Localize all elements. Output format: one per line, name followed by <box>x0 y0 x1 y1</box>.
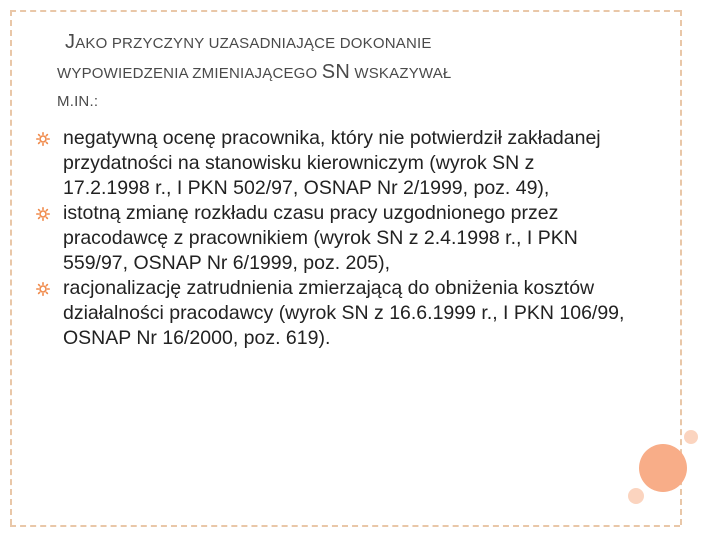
list-item <box>36 126 626 201</box>
sun-icon <box>36 132 50 146</box>
frame-border-left <box>10 10 12 525</box>
list-item-text: negatywną ocenę pracownika, który nie potwierdził zakładanej przydatności na stanowisku kierowniczym (wyrok SN z 17.2.1998 r., I PKN 502/97, OSNAP Nr 2/1999, poz. 49), <box>63 127 601 199</box>
frame-border-bottom <box>10 525 680 527</box>
title-line-2-text-b: WSKAZYWAŁ <box>354 65 452 82</box>
decorative-circle-small <box>684 430 698 444</box>
list-item <box>36 276 626 351</box>
list-item-text: istotną zmianę rozkładu czasu pracy uzgodnionego przez pracodawcę z pracownikiem (wyrok SN z 2.4.1998 r., I PKN 559/97, OSNAP Nr 6/1999, poz. 205), <box>63 202 578 274</box>
sun-icon <box>36 282 50 296</box>
decorative-circle-small <box>628 488 644 504</box>
sun-icon <box>36 207 50 221</box>
title-line-3: M.IN.: <box>57 93 99 110</box>
title-sn: SN <box>321 61 350 83</box>
title-line-2 <box>57 58 617 88</box>
list-item <box>36 201 626 276</box>
bullet-list <box>36 126 626 351</box>
title-line-1-text: AKO PRZYCZYNY UZASADNIAJĄCE DOKONANIE <box>75 35 432 52</box>
title-line-2-text-a: WYPOWIEDZENIA ZMIENIAJĄCEGO <box>57 65 318 82</box>
frame-border-right <box>680 10 682 525</box>
decorative-circle-large <box>639 444 687 492</box>
list-item-text: racjonalizację zatrudnienia zmierzającą do obniżenia kosztów działalności pracodawcy (wyrok SN z 16.6.1999 r., I PKN 106/99, OSNAP Nr 16/2000, poz. 619). <box>63 277 625 349</box>
title-initial: J <box>65 31 76 53</box>
frame-border-top <box>10 10 680 12</box>
slide-title <box>57 28 617 116</box>
title-line-1 <box>57 28 617 58</box>
